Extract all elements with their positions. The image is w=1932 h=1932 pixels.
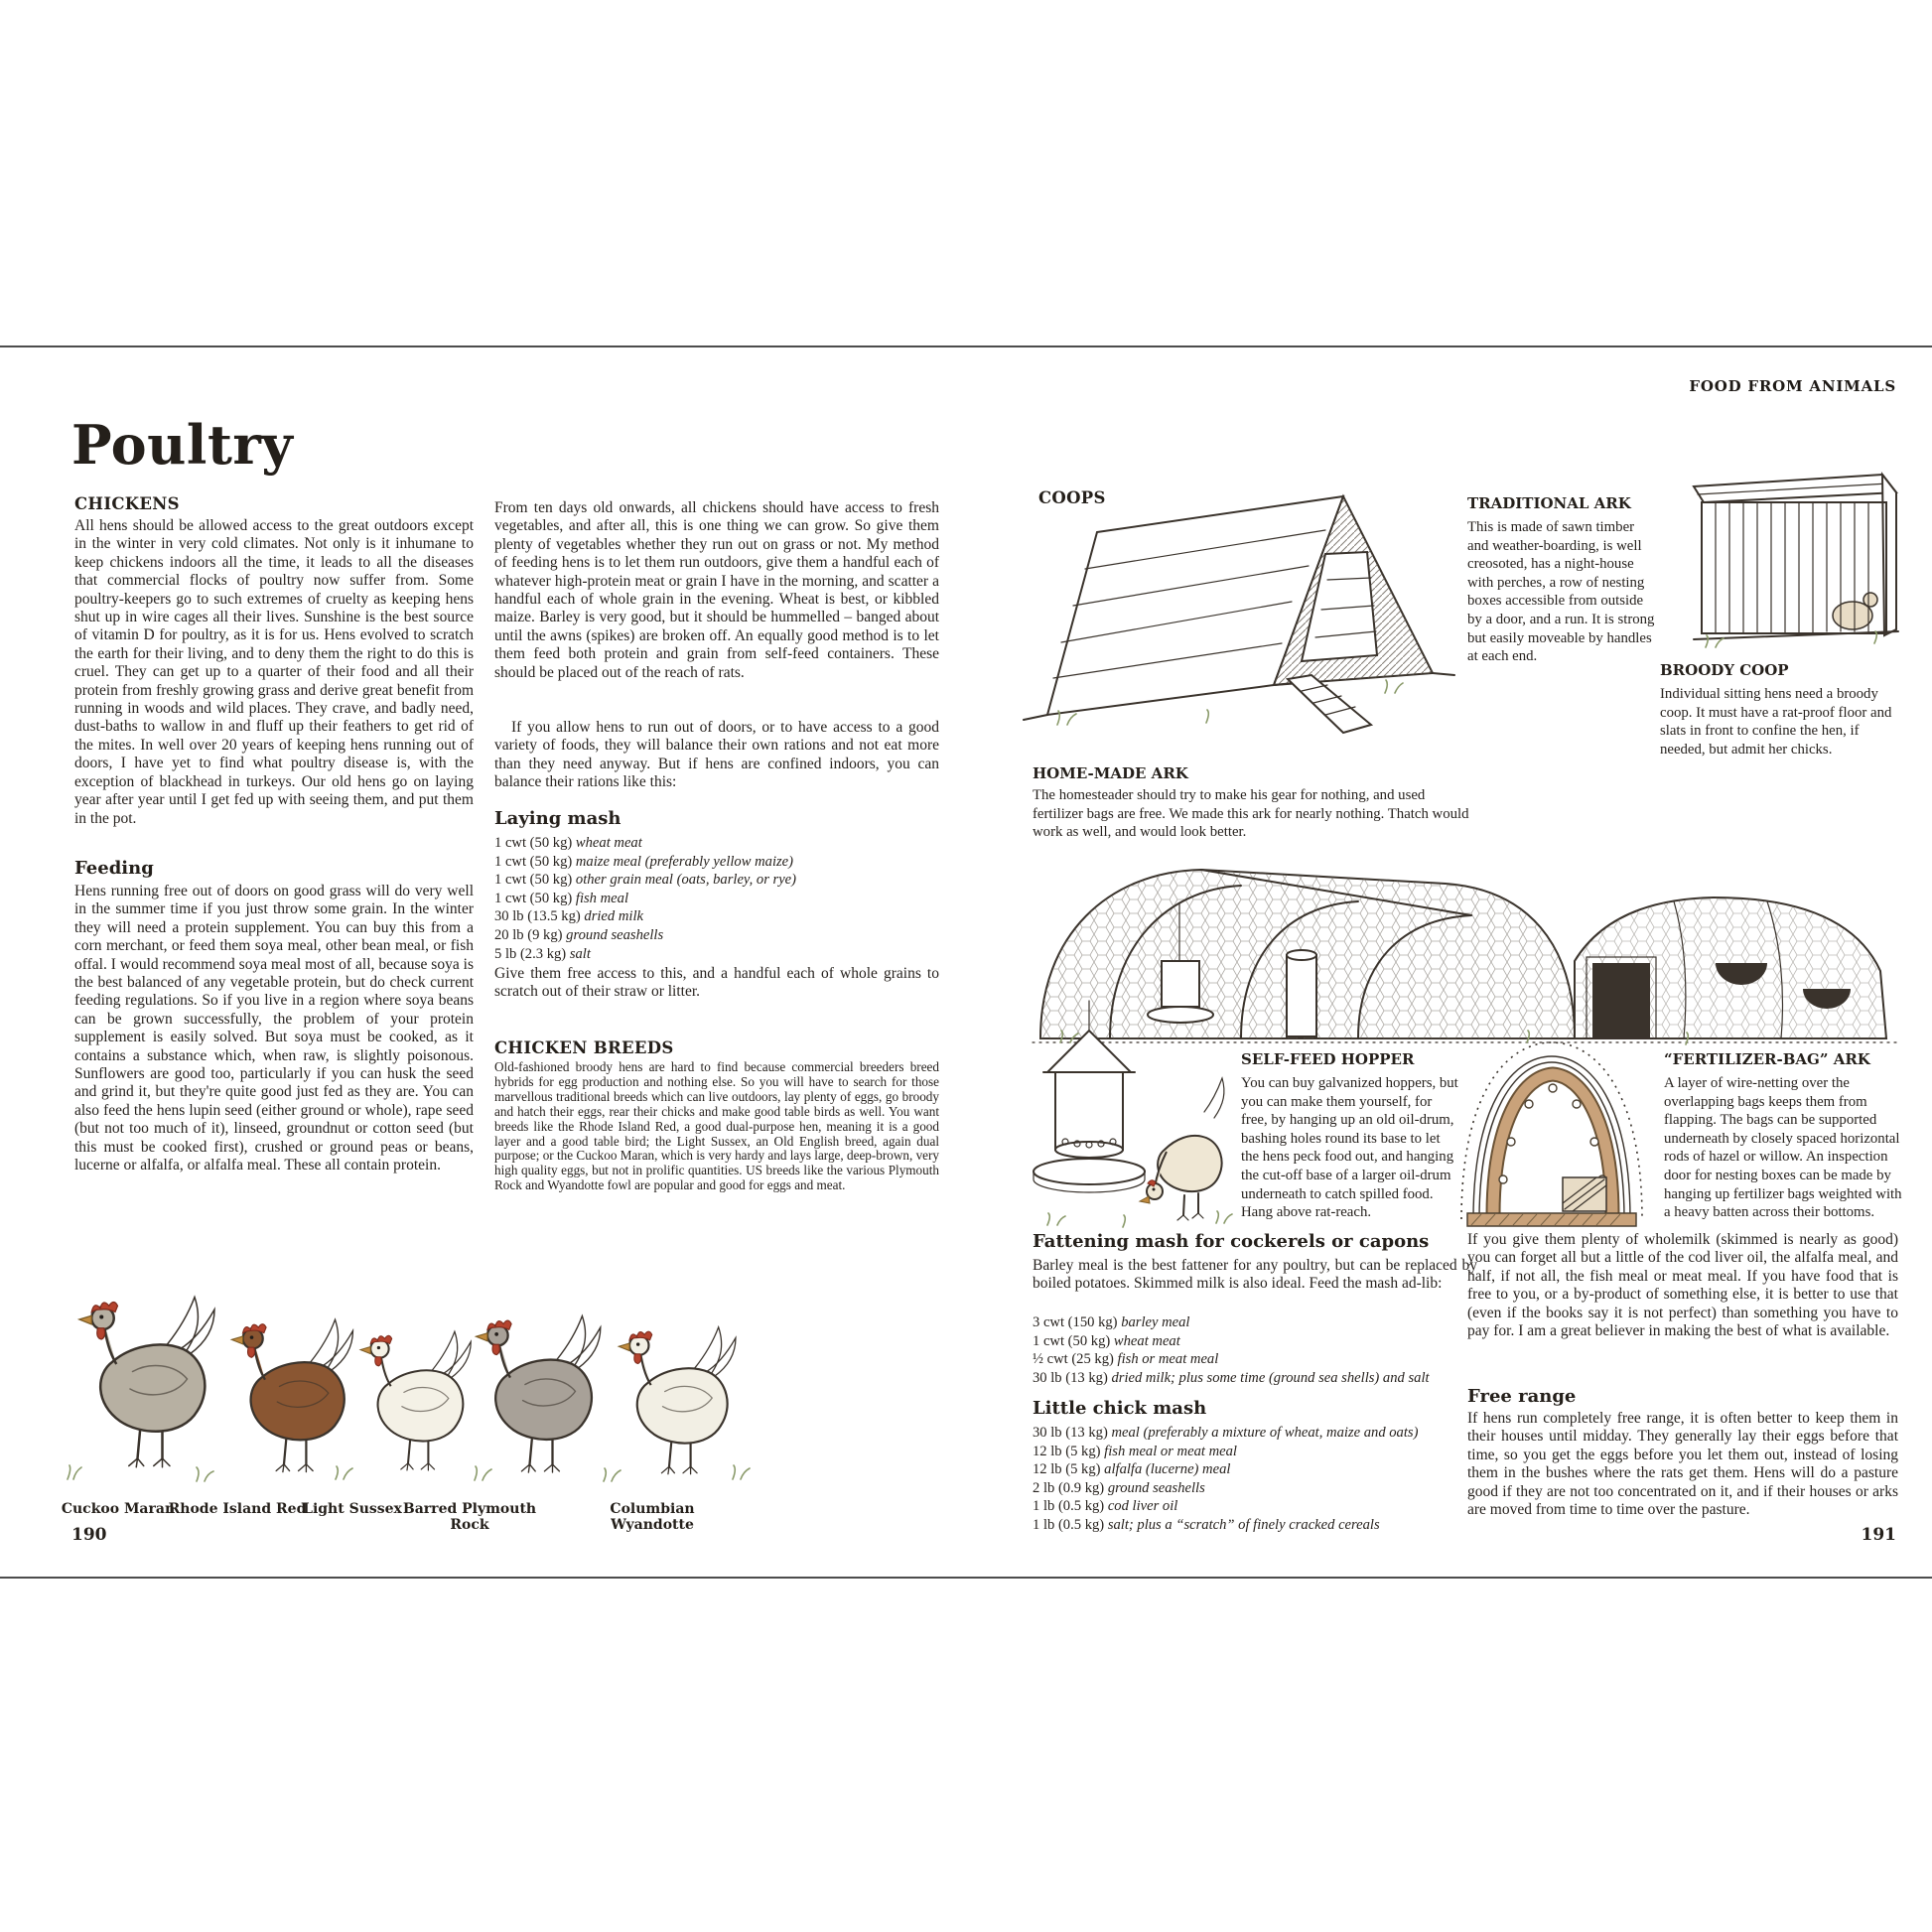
- page-title: Poultry: [71, 413, 294, 477]
- left-page-number: 190: [71, 1525, 107, 1545]
- mash-line: 20 lb (9 kg) ground seashells: [494, 926, 664, 943]
- fattening-mash-heading: Fattening mash for cockerels or capons: [1033, 1231, 1430, 1252]
- middle-paragraph-2: If you allow hens to run out of doors, or to have access to a good variety of foods, they will balance their own rations and not eat more than they need anyway. But if hens are confined indoors, you can balance their rations like this:: [494, 719, 939, 791]
- mash-line: 30 lb (13 kg) dried milk; plus some time (ground sea shells) and salt: [1033, 1369, 1430, 1386]
- chickens-paragraph: All hens should be allowed access to the great outdoors except in the winter in very cold climates. Not only is it inhumane to keep chickens indoors all the time, it leads to all the diseases that commercial flocks of poultry now suffer from. Some poultry-keepers go to such extremes of cruelty as keeping hens shut up in wire cages all their lives. Sunshine is the best source of vitamin D for poultry, as it is for us. Hens evolved to scratch the earth for their living, and to deny them the right to do this is cruel. They can get up to a quarter of their food and all their protein from freshly growing grass and derive great benefit from running in woods and wild places. They crave, and badly need, dust-baths to wallow in and fluff up their feathers to get rid of the mites. In well over 20 years of keeping hens running out of doors, I have yet to find what poultry disease is, with the exception of blackhead in turkeys. Our old hens go on laying year after year until I get fed up with seeing them, and put them in the pot.: [74, 517, 474, 827]
- mash-line: 1 cwt (50 kg) maize meal (preferably yellow maize): [494, 853, 794, 870]
- mash-line: 1 lb (0.5 kg) cod liver oil: [1033, 1498, 1178, 1515]
- self-feed-hopper-caption: You can buy galvanized hoppers, but you can make them yourself, for free, by hanging up an old oil-drum, bashing holes round its base to let the hens peck food out, and hanging the cut-off base of a larger oil-drum underneath to catch spilled food. Hang above rat-reach.: [1241, 1075, 1458, 1221]
- broody-coop-heading: BROODY COOP: [1660, 661, 1789, 679]
- mash-line: 1 lb (0.5 kg) salt; plus a “scratch” of finely cracked cereals: [1033, 1516, 1380, 1533]
- mash-line: 3 cwt (150 kg) barley meal: [1033, 1314, 1190, 1330]
- traditional-ark-illustration: [1028, 435, 1454, 758]
- nesting-box: [1563, 1177, 1606, 1211]
- broody-coop-caption: Individual sitting hens need a broody coop. It must have a rat-proof floor and slats in front to confine the hen, if needed, but admit her chicks.: [1660, 686, 1892, 758]
- mash-line: 1 cwt (50 kg) other grain meal (oats, barley, or rye): [494, 872, 797, 889]
- little-chick-mash-heading: Little chick mash: [1033, 1398, 1207, 1419]
- mash-line: 5 lb (2.3 kg) salt: [494, 945, 591, 962]
- laying-mash-note: Give them free access to this, and a handful each of whole grains to scratch out of their straw or litter.: [494, 965, 939, 1001]
- fertilizer-bag-ark-heading: “FERTILIZER-BAG” ARK: [1664, 1050, 1870, 1068]
- breed-label-columbian-wyandotte: Columbian Wyandotte: [610, 1501, 695, 1533]
- grass-tufts: [68, 1465, 750, 1481]
- chicken-breeds-paragraph: Old-fashioned broody hens are hard to find because commercial breeders breed hybrids for egg production and nothing else. So you will have to search for those marvellous traditional breeds which can live outdoors, lay plenty of eggs, go broody and hatch their eggs, rear their chicks and make good table birds as well. You want breeds like the Rhode Island Red, a good dual-purpose hen, meaning it is a good layer and a good table bird; the Light Sussex, an Old English breed, again dual purpose; or the Cuckoo Maran, which is very hardy and lays large, deep-brown, very high quality eggs, but not in prolific quantities. US breeds like the various Plymouth Rock and Wyandotte fowl are popular and good for eggs and meat.: [494, 1059, 940, 1193]
- mash-line: 30 lb (13 kg) meal (preferably a mixture of wheat, maize and oats): [1033, 1425, 1419, 1441]
- pecking-hen: [1140, 1078, 1224, 1220]
- mash-line: 12 lb (5 kg) alfalfa (lucerne) meal: [1033, 1461, 1231, 1478]
- broody-coop-illustration: [1686, 449, 1900, 653]
- traditional-ark-heading: TRADITIONAL ARK: [1467, 494, 1631, 512]
- little-chick-mash-list: [1033, 1424, 1489, 1535]
- mash-line: ½ cwt (25 kg) fish or meat meal: [1033, 1351, 1219, 1368]
- feeding-heading: Feeding: [74, 858, 154, 879]
- home-made-ark-caption: The homesteader should try to make his gear for nothing, and used fertilizer bags are free. We made this ark for nearly nothing. Thatch would work as well, and would look better.: [1033, 787, 1469, 841]
- middle-paragraph-1: From ten days old onwards, all chickens should have access to fresh vegetables, and after all, this is one thing we can grow. So give them plenty of vegetables whether they run out on grass or not. My method of feeding hens is to let them run outdoors, give them a handful each of whatever high-protein meat or grain I have in the morning, and scatter a handful each of whole grain in the evening. Wheat is best, or kibbled maize. Barley is very good, but it should be hummelled – banged about until the awns (spikes) are broken off. An equally good method is to let them feed both protein and grain from self-feed containers. These should be placed out of the reach of rats.: [494, 499, 939, 681]
- fattening-mash-list: [1033, 1313, 1489, 1387]
- fattening-mash-intro: Barley meal is the best fattener for any poultry, but can be replaced by boiled potatoes. Skimmed milk is also ideal. Feed the mash ad-lib:: [1033, 1257, 1477, 1293]
- breed-label-light-sussex: Light Sussex: [303, 1501, 402, 1517]
- top-rule: [0, 345, 1932, 347]
- columbian-wyandotte-chicken: [619, 1327, 736, 1474]
- laying-mash-heading: Laying mash: [494, 808, 621, 829]
- cuckoo-maran-chicken: [79, 1298, 214, 1467]
- mash-line: 1 cwt (50 kg) fish meal: [494, 890, 628, 906]
- breed-label-barred-plymouth-rock: Barred Plymouth Rock: [402, 1501, 537, 1533]
- bottom-rule: [0, 1577, 1932, 1579]
- breed-label-rhode-island-red: Rhode Island Red: [168, 1501, 307, 1517]
- free-range-paragraph: If hens run completely free range, it is often better to keep them in their houses until midday. They generally lay their eggs before that time, so you get the eggs before you let them out, instead of losing them in the bushes where the rats get them. Hens will do a pasture good if they are not too concentrated on it, and if their houses or arks are moved from time to time over the pasture.: [1467, 1410, 1898, 1519]
- right-page-number: 191: [1861, 1525, 1896, 1545]
- fertilizer-bag-ark-illustration: [1451, 1031, 1652, 1234]
- laying-mash-list: [494, 834, 939, 963]
- coops-label: COOPS: [1038, 488, 1106, 507]
- self-feed-hopper-illustration: [1028, 1001, 1238, 1239]
- fertilizer-bag-ark-caption: A layer of wire-netting over the overlapping bags keeps them from flapping. The bags can be supported underneath by closely spaced horizontal rods of hazel or willow. An inspection door for nesting boxes can be made by hanging up fertilizer bags weighted with a heavy batten across their bottoms.: [1664, 1075, 1902, 1221]
- traditional-ark-caption: This is made of sawn timber and weather-boarding, is well creosoted, has a night-house with perches, a row of nesting boxes accessible from outside by a door, and a run. It is strong but easily moveable by handles at each end.: [1467, 519, 1655, 665]
- chickens-heading: CHICKENS: [74, 494, 180, 513]
- chicken-breeds-illustration: [48, 1219, 772, 1497]
- chicken-breeds-heading: CHICKEN BREEDS: [494, 1038, 674, 1057]
- running-head: FOOD FROM ANIMALS: [1689, 377, 1896, 395]
- breed-label-cuckoo-maran: Cuckoo Maran: [61, 1501, 176, 1517]
- mash-line: 1 cwt (50 kg) wheat meat: [494, 835, 642, 851]
- wholemilk-paragraph: If you give them plenty of wholemilk (skimmed is nearly as good) you can forget all but a little of the cod liver oil, the alfalfa meal, and half, if not all, the fish meal or meat meal. If you have food that is free to you, or a by-product of something else, it is better to use that (even if the books say it is not perfect) than something you have to pay for. I am a great believer in making the best of what is available.: [1467, 1231, 1898, 1340]
- rhode-island-red-chicken: [231, 1319, 352, 1471]
- barred-plymouth-rock-chicken: [476, 1316, 600, 1473]
- free-range-heading: Free range: [1467, 1386, 1577, 1407]
- light-sussex-chicken: [360, 1331, 471, 1470]
- home-made-ark-heading: HOME-MADE ARK: [1033, 764, 1188, 782]
- self-feed-hopper-heading: SELF-FEED HOPPER: [1241, 1050, 1415, 1068]
- mash-line: 1 cwt (50 kg) wheat meat: [1033, 1332, 1180, 1349]
- mash-line: 30 lb (13.5 kg) dried milk: [494, 908, 643, 925]
- mash-line: 12 lb (5 kg) fish meal or meat meal: [1033, 1443, 1237, 1459]
- mash-line: 2 lb (0.9 kg) ground seashells: [1033, 1479, 1205, 1496]
- feeding-paragraph: Hens running free out of doors on good grass will do very well in the summer time if you just throw some grain. In the winter they will need a protein supplement. You can buy this from a corn merchant, or feed them soya meal, other bean meal, or fish offal. I would recommend soya meal most of all, because soya is the best balanced of any vegetable protein, but do check current feeding regulations. So if you live in a region where soya beans can be grown successfully, the problem of your protein supplement is easily solved. But soya must be cooked, as it contains a substance which, when raw, is slightly poisonous. Sunflowers are good too, particularly if you can husk the seed and grind it, but they're quite good just fed as they are. You can also feed the hens lupin seed (either ground or whole), rape seed (but not too much of it), linseed, groundnut or cotton seed (but this must be cooked first), crushed or ground peas or beans, lucerne or alfalfa, or alfalfa meal. These all contain protein.: [74, 883, 474, 1174]
